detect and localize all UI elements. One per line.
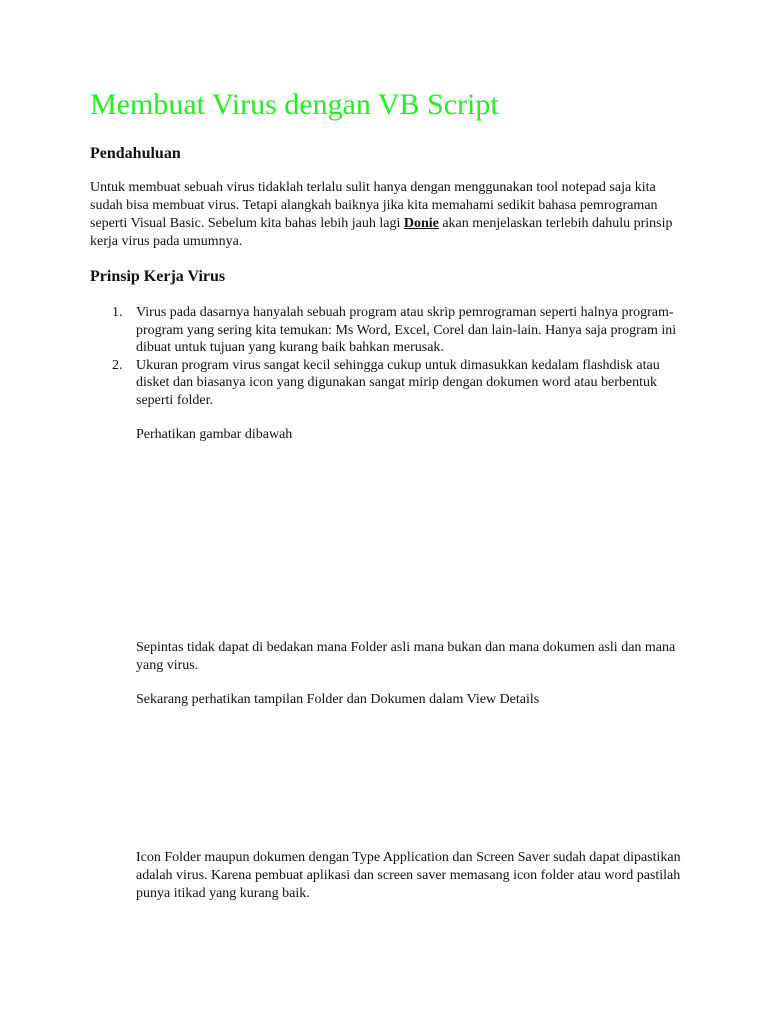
section-heading-prinsip: Prinsip Kerja Virus (90, 268, 226, 285)
note-paragraph-1: Perhatikan gambar dibawah (136, 427, 293, 442)
list-item (90, 304, 690, 357)
list-item-text: Virus pada dasarnya hanyalah sebuah program atau skrip pemrograman seperti halnya program-program yang sering kita temukan: Ms Word, Excel, Corel dan lain-lain. Hanya saja program ini dibuat untuk tujuan yang kurang baik bahkan merusak. (136, 305, 677, 355)
image-area-icons (136, 456, 676, 626)
intro-text-after-link: akan menjelaskan terlebih dahulu prinsip kerja virus pada umumnya. (90, 216, 673, 249)
note-paragraph-2: Sepintas tidak dapat di bedakan mana Folder asli mana bukan dan mana dokumen asli dan mana yang virus. (136, 640, 676, 673)
intro-text-before-link: Untuk membuat sebuah virus tidaklah terlalu sulit hanya dengan menggunakan tool notepad saja kita sudah bisa membuat virus. Tetapi alangkah baiknya jika kita memahami sedikit bahasa pemrograman seperti Visual Basic. Sebelum kita bahas lebih jauh lagi (90, 180, 658, 231)
page-title: Membuat Virus dengan VB Script (90, 88, 499, 121)
list-item-number: 1. (112, 305, 123, 320)
list-item (90, 357, 690, 410)
principle-list (90, 304, 690, 409)
note-paragraph-3: Sekarang perhatikan tampilan Folder dan Dokumen dalam View Details (136, 692, 540, 707)
intro-paragraph (90, 179, 690, 251)
list-item-number: 2. (112, 357, 123, 373)
image-area-details-view (136, 720, 676, 840)
note-paragraph-4: Icon Folder maupun dokumen dengan Type Application dan Screen Saver sudah dapat dipastikan adalah virus. Karena pembuat aplikasi dan screen saver memasang icon folder atau word pastilah punya itikad yang kurang baik. (136, 850, 681, 901)
section-heading-pendahuluan: Pendahuluan (90, 145, 181, 162)
list-item-text: Ukuran program virus sangat kecil sehingga cukup untuk dimasukkan kedalam flashdisk atau disket dan biasanya icon yang digunakan sangat mirip dengan dokumen word atau berbentuk seperti folder. (136, 357, 660, 408)
author-link[interactable]: Donie (403, 216, 439, 231)
